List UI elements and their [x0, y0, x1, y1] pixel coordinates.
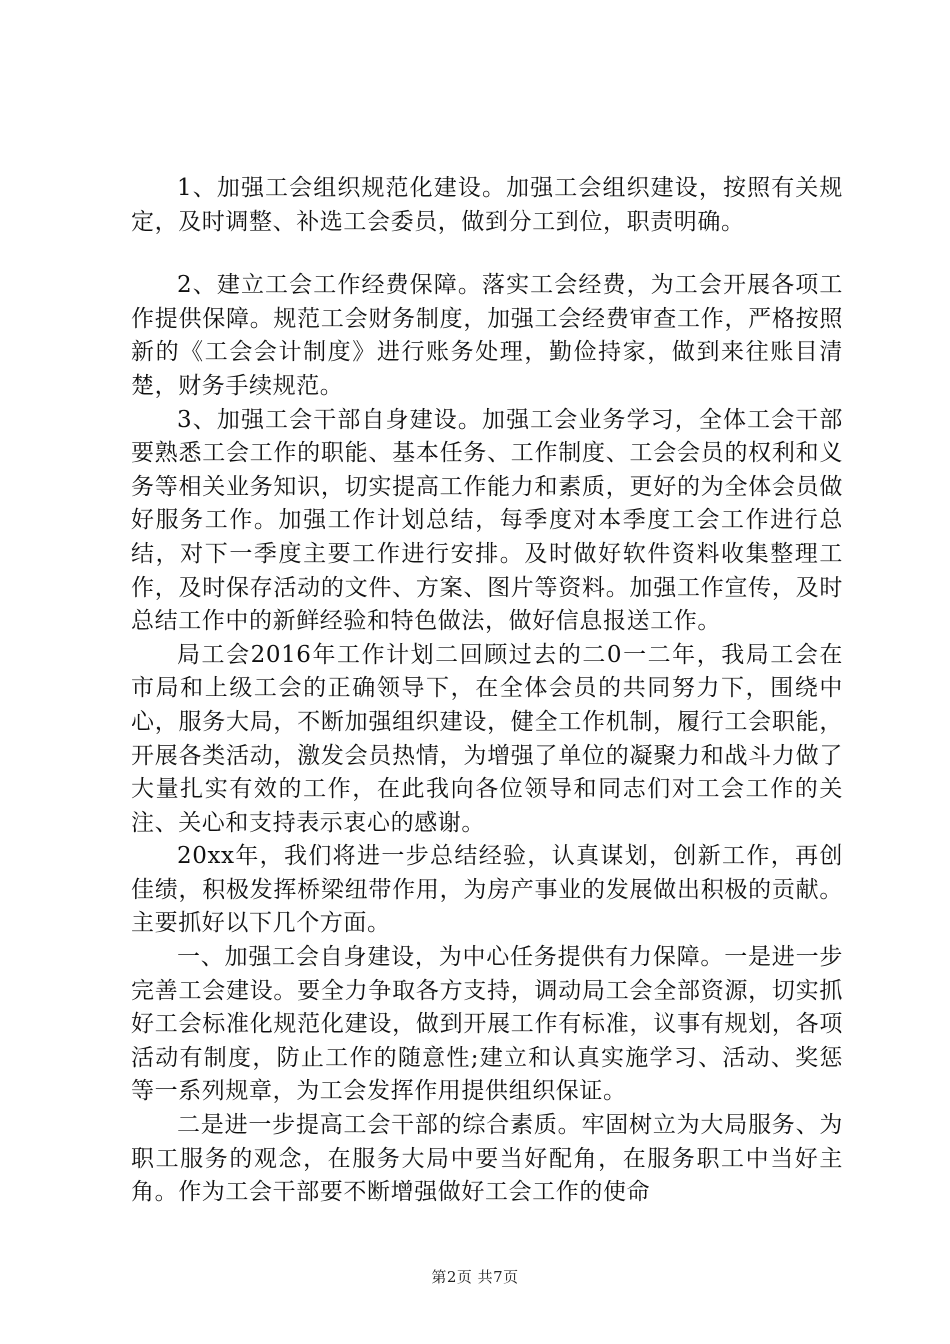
paragraph-6: 一、加强工会自身建设，为中心任务提供有力保障。一是进一步完善工会建设。要全力争取各方支持，调动局工会全部资源，切实抓好工会标准化规范化建设，做到开展工作有标准，议事有规划，各项活动有制度，防止工作的随意性;建立和认真实施学习、活动、奖惩等一系列规章，为工会发挥作用提供组织保证。	[131, 944, 843, 1105]
paragraph-5: 20xx年，我们将进一步总结经验，认真谋划，创新工作，再创佳绩，积极发挥桥梁纽带作用，为房产事业的发展做出积极的贡献。主要抓好以下几个方面。	[131, 843, 843, 937]
paragraph-1: 1、加强工会组织规范化建设。加强工会组织建设，按照有关规定，及时调整、补选工会委员，做到分工到位，职责明确。	[131, 175, 843, 235]
document-body	[131, 172, 843, 1210]
paragraph-2: 2、建立工会工作经费保障。落实工会经费，为工会开展各项工作提供保障。规范工会财务制度，加强工会经费审查工作，严格按照新的《工会会计制度》进行账务处理，勤俭持家，做到来往账目清楚，财务手续规范。	[131, 272, 843, 399]
paragraph-4: 局工会2016年工作计划二回顾过去的二0一二年，我局工会在市局和上级工会的正确领导下，在全体会员的共同努力下，围绕中心，服务大局，不断加强组织建设，健全工作机制，履行工会职能，开展各类活动，激发会员热情，为增强了单位的凝聚力和战斗力做了大量扎实有效的工作，在此我向各位领导和同志们对工会工作的关注、关心和支持表示衷心的感谢。	[131, 641, 843, 836]
page-footer: 第2页 共7页	[431, 1268, 519, 1286]
paragraph-3: 3、加强工会干部自身建设。加强工会业务学习，全体工会干部要熟悉工会工作的职能、基本任务、工作制度、工会会员的权利和义务等相关业务知识，切实提高工作能力和素质，更好的为全体会员做好服务工作。加强工作计划总结，每季度对本季度工会工作进行总结，对下一季度主要工作进行安排。及时做好软件资料收集整理工作，及时保存活动的文件、方案、图片等资料。加强工作宣传，及时总结工作中的新鲜经验和特色做法，做好信息报送工作。	[131, 406, 843, 635]
paragraph-7: 二是进一步提高工会干部的综合素质。牢固树立为大局服务、为职工服务的观念，在服务大局中要当好配角，在服务职工中当好主角。作为工会干部要不断增强做好工会工作的使命	[131, 1112, 843, 1206]
